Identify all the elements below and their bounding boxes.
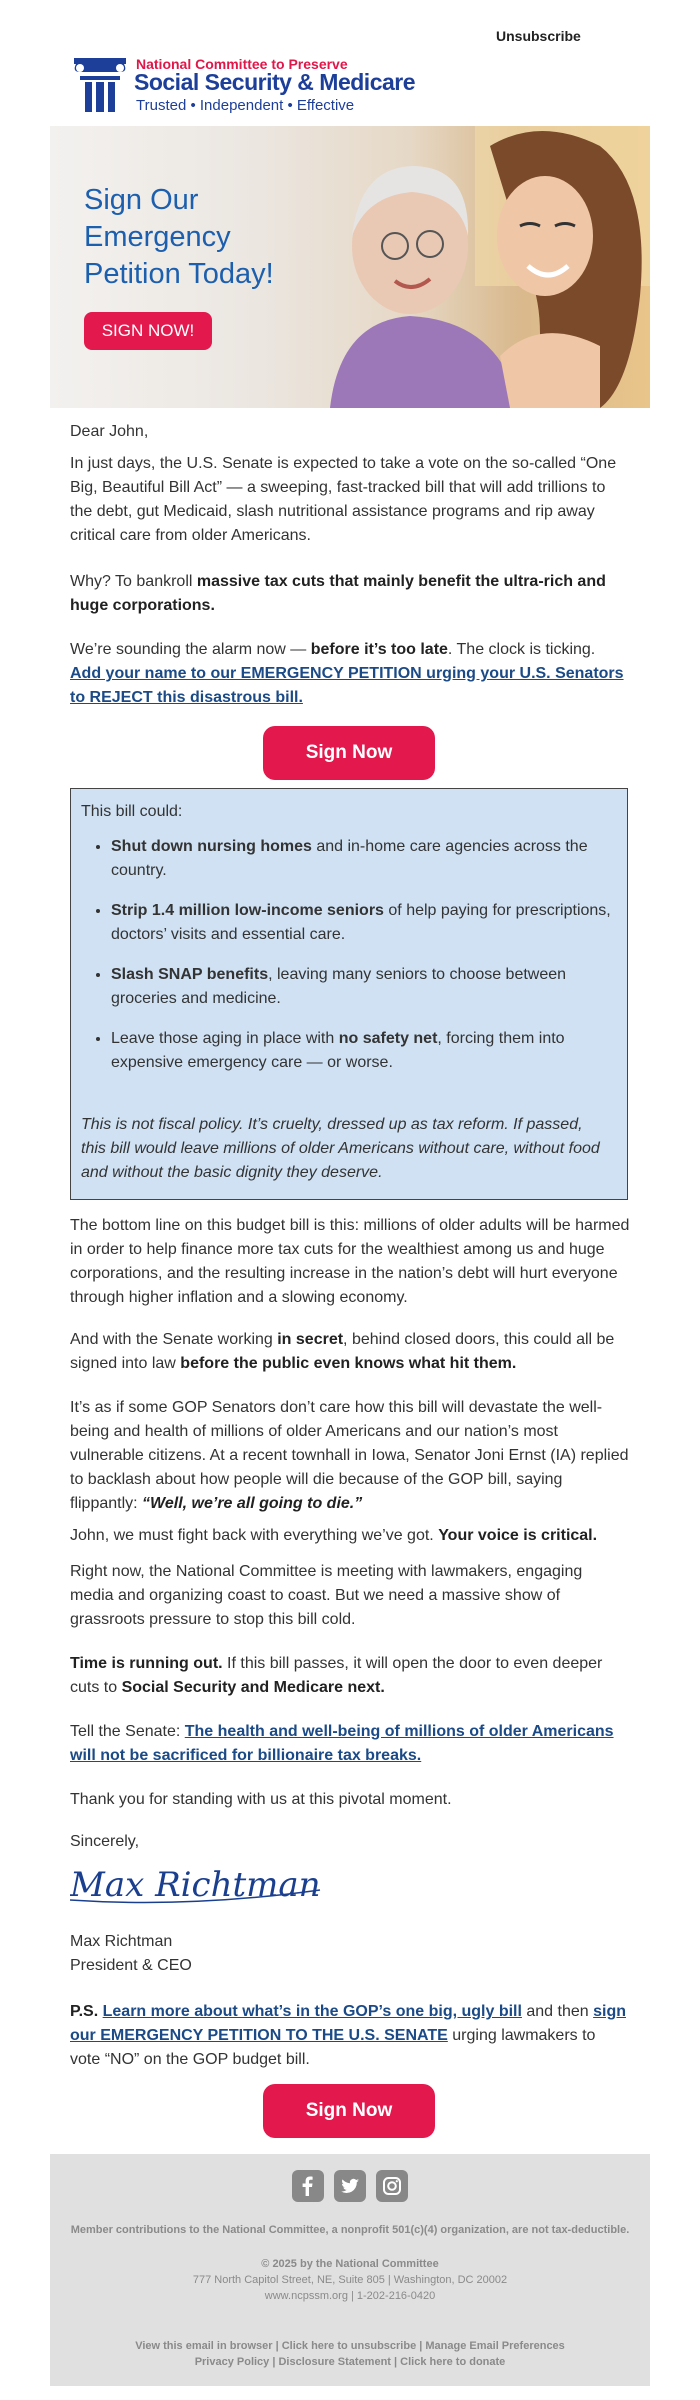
address: 777 North Capitol Street, NE, Suite 805 | Washington, DC 20002 xyxy=(192,2274,508,2286)
greeting: Dear John, xyxy=(70,423,149,440)
tell-text: Tell the Senate: xyxy=(70,1723,185,1740)
box-intro: This bill could: xyxy=(81,803,183,820)
list-item xyxy=(111,963,611,1011)
secret-text: And with the Senate working xyxy=(70,1331,278,1348)
hero-banner[interactable] xyxy=(50,126,650,408)
footer-links-row1[interactable]: View this email in browser | Click here to unsubscribe | Manage Email Preferences xyxy=(135,2340,565,2352)
list-item-bold: Strip 1.4 million low-income seniors xyxy=(111,902,384,919)
list-item-text: and in-home care agencies across the country. xyxy=(111,838,588,879)
hero-photo-seniors xyxy=(300,126,650,408)
hero-sign-now-button[interactable]: SIGN NOW! xyxy=(84,312,212,350)
ps-text: and then xyxy=(521,2003,594,2020)
paragraph-tell-senate xyxy=(70,1720,630,1768)
list-item xyxy=(111,835,611,883)
paragraph-fight-back xyxy=(70,1524,630,1548)
list-item-bold: Shut down nursing homes xyxy=(111,838,312,855)
list-item-bold: Slash SNAP benefits xyxy=(111,966,269,983)
bill-impacts-list xyxy=(71,835,611,1091)
ps-text-end: urging lawmakers to vote “NO” on the GOP budget bill. xyxy=(70,2027,596,2068)
petition-link[interactable]: Add your name to our EMERGENCY PETITION urging your U.S. Senators to REJECT this disastrous bill. xyxy=(70,665,624,706)
list-item-text: , leaving many seniors to choose between groceries and medicine. xyxy=(111,966,567,1007)
list-item-text: Leave those aging in place with xyxy=(111,1030,339,1047)
paragraph-gop-senators xyxy=(70,1396,630,1516)
paragraph-intro: In just days, the U.S. Senate is expected to take a vote on the so-called “One Big, Beautiful Bill Act” — a sweeping, fast-tracked bill that will add trillions to the debt, gut Medicaid, slash nutritional assistance programs and rip away critical care from older Americans. xyxy=(70,455,617,544)
footer xyxy=(50,2154,650,2386)
logo[interactable] xyxy=(72,56,432,118)
tell-senate-link[interactable]: The health and well-being of millions of older Americans will not be sacrificed for billionaire tax breaks. xyxy=(70,1723,614,1764)
copyright: © 2025 by the National Committee xyxy=(261,2258,439,2270)
signature-image xyxy=(70,1848,330,1918)
capitol-column-logo-icon xyxy=(72,58,128,116)
logo-org-line: National Committee to Preserve xyxy=(136,56,348,72)
ps-label: P.S. xyxy=(70,2003,103,2020)
list-item-text: of help paying for prescriptions, doctors’ visits and essential care. xyxy=(111,902,611,943)
tax-disclaimer: Member contributions to the National Committee, a nonprofit 501(c)(4) organization, are not tax-deductible. xyxy=(70,2224,630,2236)
list-item xyxy=(111,899,611,947)
why-text: Why? To bankroll xyxy=(70,573,197,590)
learn-more-link[interactable]: Learn more about what’s in the GOP’s one big, ugly bill xyxy=(102,2003,522,2020)
list-item xyxy=(111,1027,611,1075)
unsubscribe-link[interactable]: Unsubscribe xyxy=(496,28,581,44)
signature-text: Max Richtman xyxy=(70,1865,321,1905)
secret-emphasis-end: before the public even knows what hit them. xyxy=(180,1355,517,1372)
signer-role: President & CEO xyxy=(70,1957,192,1974)
paragraph-time-running-out xyxy=(70,1652,630,1700)
secret-text-mid: , behind closed doors, this could all be signed into law xyxy=(70,1331,615,1372)
fight-emphasis: Your voice is critical. xyxy=(438,1527,598,1544)
why-emphasis: massive tax cuts that mainly benefit the ultra-rich and huge corporations. xyxy=(70,573,606,614)
paragraph-why xyxy=(70,570,630,618)
list-item-bold: no safety net xyxy=(338,1030,438,1047)
facebook-icon[interactable] xyxy=(292,2170,324,2202)
footer-links-row2[interactable]: Privacy Policy | Disclosure Statement | Click here to donate xyxy=(194,2356,506,2368)
sign-now-button-bottom[interactable]: Sign Now xyxy=(263,2084,435,2138)
signer-name: Max Richtman xyxy=(70,1933,173,1950)
bill-impacts-box xyxy=(70,788,628,1200)
paragraph-alarm xyxy=(70,638,630,710)
secret-emphasis: in secret xyxy=(277,1331,344,1348)
gop-text: It’s as if some GOP Senators don’t care how this bill will devastate the well-being and health of millions of older Americans and our nation’s most vulnerable citizens. At a recent townhall in Iowa, Senator Joni Ernst (IA) replied to backlash about how people will die because of the GOP bill, saying flippantly: xyxy=(70,1399,629,1512)
logo-org-name: Social Security & Medicare xyxy=(134,69,416,95)
ernst-quote: “Well, we’re all going to die.” xyxy=(142,1495,363,1512)
closing: Sincerely, xyxy=(70,1833,140,1850)
paragraph-thank-you: Thank you for standing with us at this pivotal moment. xyxy=(70,1791,452,1808)
fight-text: John, we must fight back with everything we’ve got. xyxy=(70,1527,439,1544)
box-italic-note: This is not fiscal policy. It’s cruelty, dressed up as tax reform. If passed, this bill would leave millions of older Americans without care, without food and without the basic dignity they deserve. xyxy=(81,1116,600,1181)
sign-petition-link[interactable]: sign our EMERGENCY PETITION TO THE U.S. SENATE xyxy=(70,2003,626,2044)
alarm-text: We’re sounding the alarm now — xyxy=(70,641,311,658)
twitter-icon[interactable] xyxy=(334,2170,366,2202)
paragraph-secret xyxy=(70,1328,630,1376)
paragraph-right-now: Right now, the National Committee is meeting with lawmakers, engaging media and organizing coast to coast. But we need a massive show of grassroots pressure to stop this bill cold. xyxy=(70,1563,583,1628)
list-item-text: , forcing them into expensive emergency care — or worse. xyxy=(111,1030,565,1071)
time-text: If this bill passes, it will open the door to even deeper cuts to xyxy=(70,1655,603,1696)
alarm-emphasis: before it’s too late xyxy=(310,641,448,658)
logo-tagline: Trusted • Independent • Effective xyxy=(136,97,355,114)
hero-title: Sign Our Emergency Petition Today! xyxy=(84,184,274,290)
instagram-icon[interactable] xyxy=(376,2170,408,2202)
alarm-text-end: . The clock is ticking. xyxy=(447,641,596,658)
contact-info: www.ncpssm.org | 1-202-216-0420 xyxy=(264,2290,436,2302)
paragraph-bottom-line: The bottom line on this budget bill is this: millions of older adults will be harmed in order to help finance more tax cuts for the wealthiest among us and huge corporations, and the resulting increase in the nation’s debt will hurt everyone through higher inflation and a slowing economy. xyxy=(70,1217,630,1306)
time-emphasis-end: Social Security and Medicare next. xyxy=(121,1679,385,1696)
time-emphasis: Time is running out. xyxy=(70,1655,223,1672)
postscript xyxy=(70,2000,630,2072)
sign-now-button-top[interactable]: Sign Now xyxy=(263,726,435,780)
